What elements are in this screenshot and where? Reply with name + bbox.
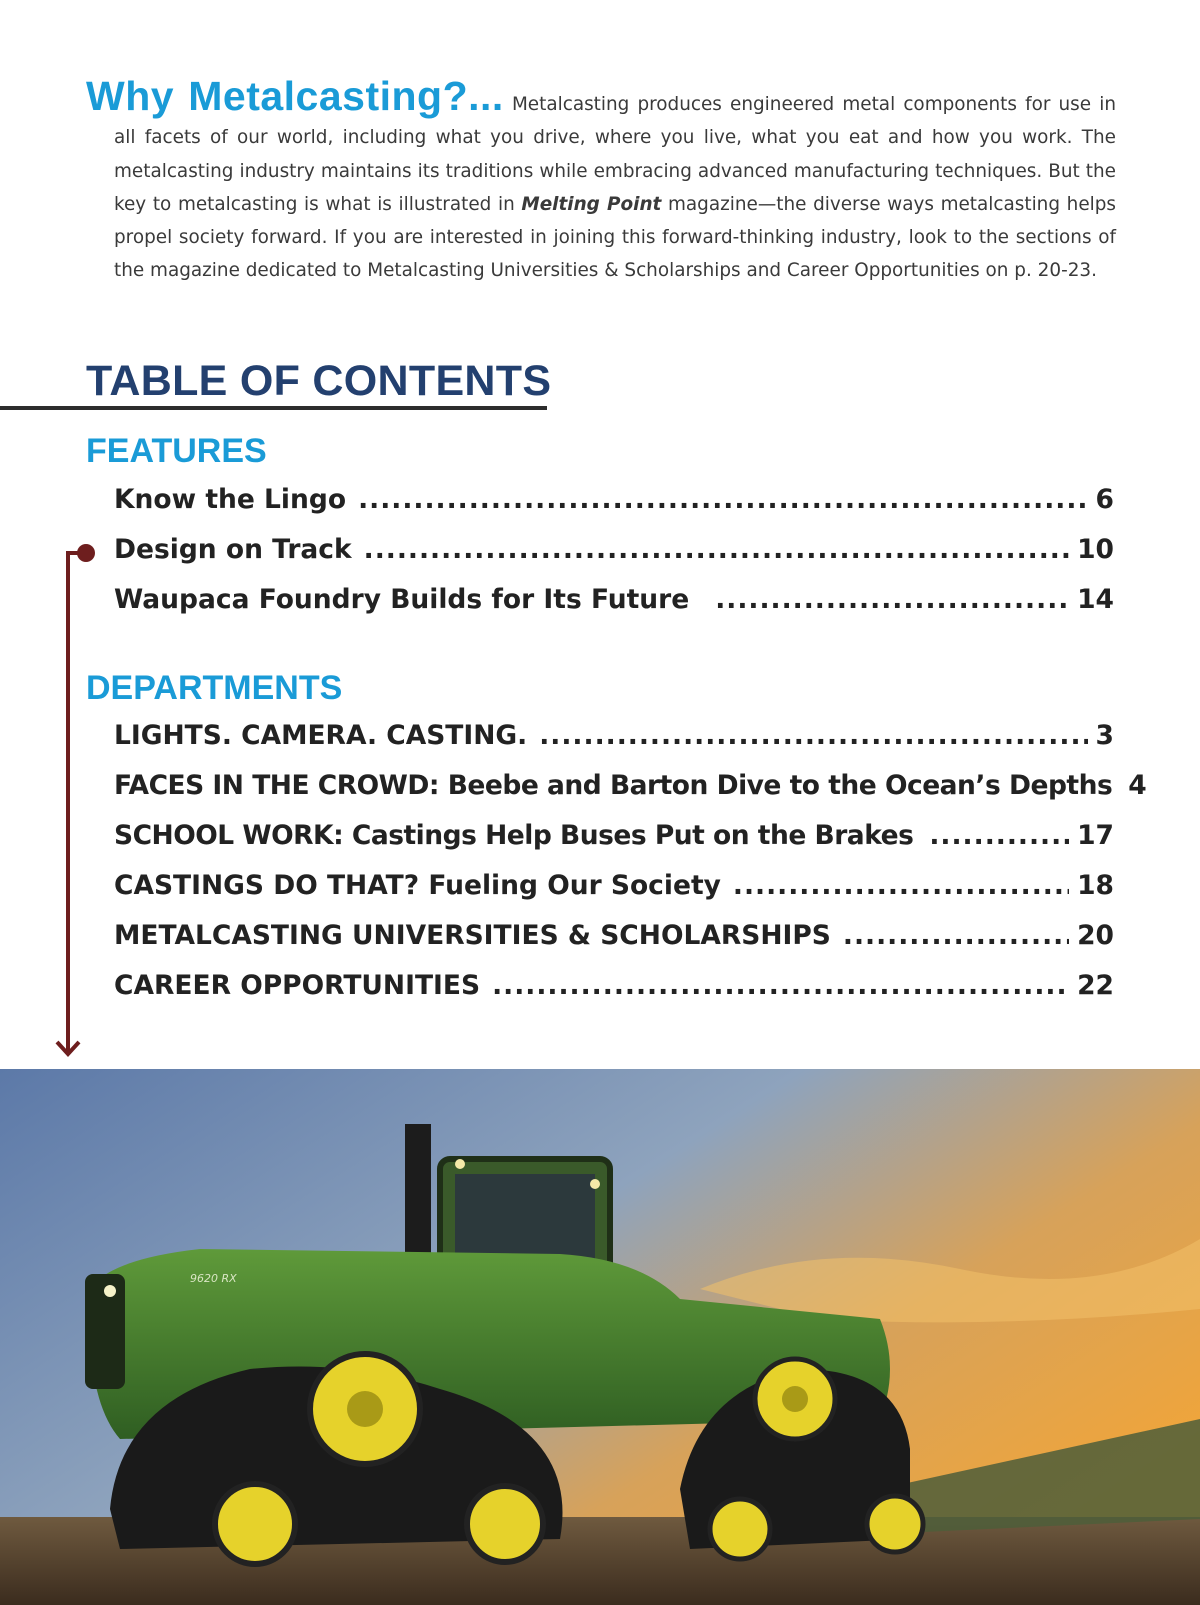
toc-entry-title: Design on Track xyxy=(114,534,352,565)
intro-block xyxy=(86,73,1116,288)
cab-light xyxy=(455,1159,465,1169)
magazine-name: Melting Point xyxy=(521,193,662,215)
intro-text-after: magazine—the diverse ways metalcasting helps propel society forward. If you are interested in joining this forward-thinking industry, look to the sections of the magazine dedicated to Metalcasting Universities & Scholarships and Career Opportunities on p. 20-23. xyxy=(114,193,1116,282)
rear-idler-wheel xyxy=(867,1496,923,1552)
toc-leader-dots xyxy=(715,584,1069,615)
arrow-connector-icon xyxy=(52,534,102,1064)
toc-title-underline xyxy=(0,406,547,410)
toc-entry-faces-in-the-crowd[interactable] xyxy=(114,770,1147,806)
exhaust-stack xyxy=(405,1124,431,1264)
departments-heading: DEPARTMENTS xyxy=(86,669,343,707)
toc-entry-title: Know the Lingo xyxy=(114,484,347,515)
wheel-hub xyxy=(347,1391,383,1427)
toc-entry-page: 10 xyxy=(1077,534,1114,565)
toc-entry-page: 18 xyxy=(1077,870,1114,901)
toc-entry-page: 22 xyxy=(1077,970,1114,1001)
toc-entry-title: CAREER OPPORTUNITIES xyxy=(114,970,481,1001)
connector-line xyxy=(68,553,86,1054)
toc-entry-title: FACES IN THE CROWD: Beebe and Barton Dive to the Ocean’s Depths xyxy=(114,770,1113,801)
features-heading: FEATURES xyxy=(86,432,267,470)
toc-entry-design-on-track[interactable] xyxy=(114,534,1114,570)
toc-leader-dots xyxy=(843,920,1069,951)
wheel-hub xyxy=(782,1386,808,1412)
toc-entry-title: Waupaca Foundry Builds for Its Future xyxy=(114,584,690,615)
toc-entry-page: 6 xyxy=(1095,484,1114,515)
toc-leader-dots xyxy=(358,484,1087,515)
front-idler-wheel xyxy=(467,1486,543,1562)
intro-text-before: Metalcasting produces engineered metal components for use in all facets of our world, including what you drive, where you live, what you eat and how you work. The metalcasting industry maintains its traditions while embracing advanced manufacturing techniques. But the key to metalcasting is what is illustrated in xyxy=(114,94,1116,215)
toc-entry-page: 4 xyxy=(1128,770,1147,801)
toc-entry-know-the-lingo[interactable] xyxy=(114,484,1114,520)
toc-leader-dots xyxy=(492,970,1069,1001)
toc-entry-page: 14 xyxy=(1077,584,1114,615)
toc-title: TABLE OF CONTENTS xyxy=(86,357,552,405)
model-badge: 9620 RX xyxy=(190,1272,237,1285)
toc-entry-title: CASTINGS DO THAT? Fueling Our Society xyxy=(114,870,721,901)
toc-entry-title: METALCASTING UNIVERSITIES & SCHOLARSHIPS xyxy=(114,920,831,951)
toc-entry-school-work[interactable] xyxy=(114,820,1114,856)
toc-entry-page: 17 xyxy=(1077,820,1114,851)
toc-entry-career-opportunities[interactable] xyxy=(114,970,1114,1006)
toc-entry-universities-scholarships[interactable] xyxy=(114,920,1114,956)
toc-entry-title: LIGHTS. CAMERA. CASTING. xyxy=(114,720,528,751)
toc-entry-lights-camera-casting[interactable] xyxy=(114,720,1114,756)
toc-leader-dots xyxy=(539,720,1087,751)
toc-leader-dots xyxy=(929,820,1069,851)
toc-entry-castings-do-that[interactable] xyxy=(114,870,1114,906)
toc-entry-page: 20 xyxy=(1077,920,1114,951)
tractor-photo xyxy=(0,1069,1200,1605)
cab-light xyxy=(590,1179,600,1189)
rear-idler-wheel xyxy=(710,1499,770,1559)
toc-leader-dots xyxy=(733,870,1069,901)
toc-entry-title: SCHOOL WORK: Castings Help Buses Put on the Brakes xyxy=(114,820,914,851)
intro-title: Why Metalcasting?... xyxy=(86,73,504,119)
toc-entry-waupaca-foundry[interactable] xyxy=(114,584,1114,620)
headlight xyxy=(104,1285,116,1297)
front-idler-wheel xyxy=(215,1484,295,1564)
toc-entry-page: 3 xyxy=(1095,720,1114,751)
intro-paragraph xyxy=(86,73,1116,288)
toc-leader-dots xyxy=(364,534,1069,565)
